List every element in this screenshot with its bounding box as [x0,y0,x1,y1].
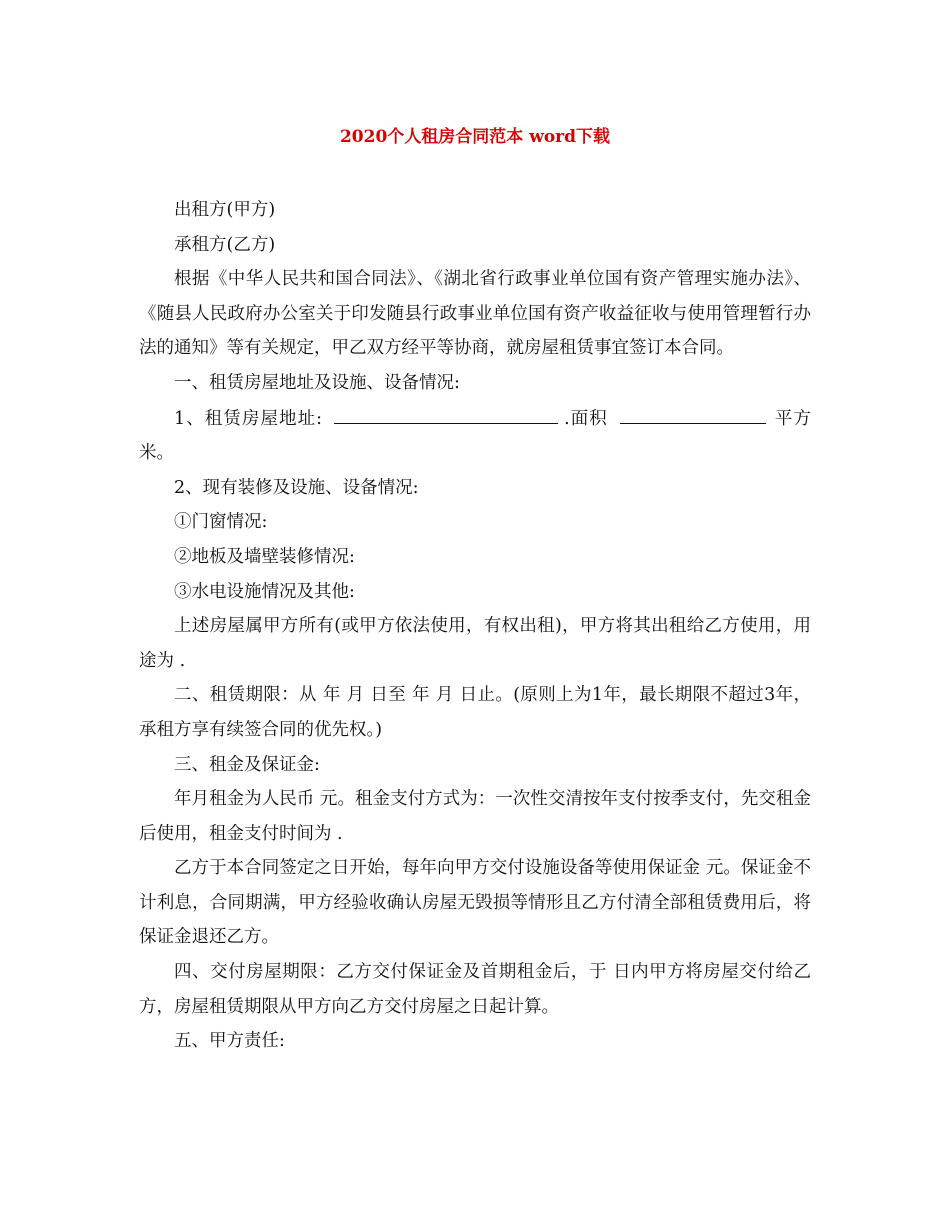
legal-basis-paragraph: 根据《中华人民共和国合同法》、《湖北省行政事业单位国有资产管理实施办法》、《随县人民政府办公室关于印发随县行政事业单位国有资产收益征收与使用管理暂行办法的通知》等有关规定，甲乙双方经平等协商，就房屋租赁事宜签订本合同。 [139,269,811,359]
handover-paragraph: 四、交付房屋期限：乙方交付保证金及首期租金后，于 日内甲方将房屋交付给乙方，房屋租赁期限从甲方向乙方交付房屋之日起计算。 [139,962,811,1017]
lessee-line: 承租方(乙方) [174,234,276,255]
address-label: 1、租赁房屋地址: [174,408,323,429]
document-body [139,193,811,1059]
address-area-line [139,401,811,471]
address-blank [334,401,558,424]
floor-walls-line: ②地板及墙壁装修情况: [174,546,355,567]
area-unit: 平方米。 [139,408,811,464]
area-blank [620,401,766,424]
area-label: .面积 [564,408,608,429]
ownership-paragraph: 上述房屋属甲方所有(或甲方依法使用，有权出租)，甲方将其出租给乙方使用，用途为 . [139,616,811,671]
rent-paragraph: 年月租金为人民币 元。租金支付方式为：一次性交清按年支付按季支付，先交租金后使用，租金支付时间为 . [139,789,811,844]
lessor-line: 出租方(甲方) [174,200,276,220]
section-5-heading: 五、甲方责任: [174,1031,285,1052]
section-1-item-2: 2、现有装修及设施、设备情况: [174,477,419,498]
section-1-heading: 一、租赁房屋地址及设施、设备情况: [174,372,460,393]
deposit-paragraph: 乙方于本合同签定之日开始，每年向甲方交付设施设备等使用保证金 元。保证金不计利息，合同期满，甲方经验收确认房屋无毁损等情形且乙方付清全部租赁费用后，将保证金退还乙方。 [139,858,811,948]
lease-term-paragraph: 二、租赁期限：从 年 月 日至 年 月 日止。(原则上为1年，最长期限不超过3年，承租方享有续签合同的优先权。) [139,685,811,740]
section-3-heading: 三、租金及保证金: [174,754,320,775]
utilities-line: ③水电设施情况及其他: [174,581,355,602]
document-title: 2020个人租房合同范本 word下载 [339,127,611,147]
doors-windows-line: ①门窗情况: [174,512,268,533]
